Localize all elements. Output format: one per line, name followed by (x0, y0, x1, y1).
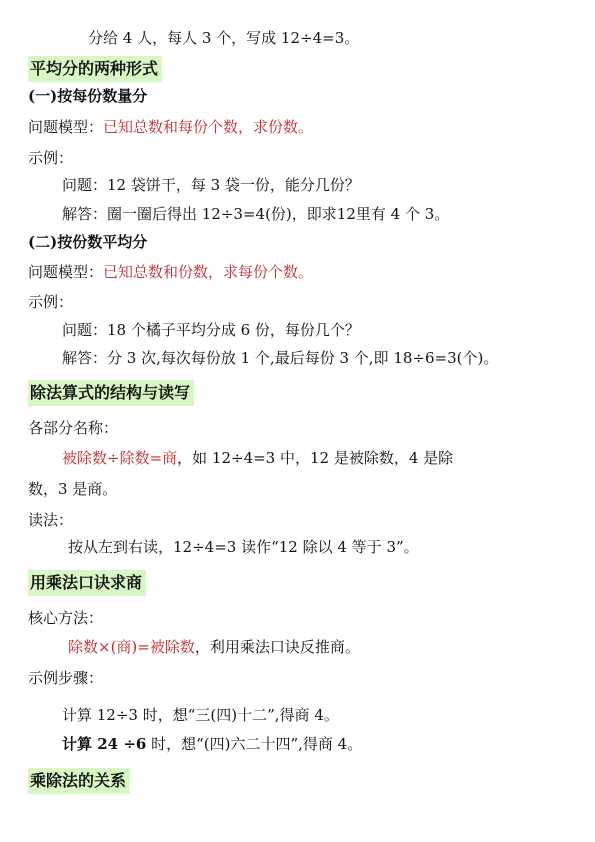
example-question-1: 问题：12 袋饼干，每 3 袋一份，能分几份？ (62, 176, 360, 194)
method-description (68, 637, 360, 657)
method-text: ，利用乘法口诀反推商。 (194, 638, 360, 656)
parts-desc-line1: ，如 12÷4=3 中，12 是被除数，4 是除 (177, 449, 454, 467)
model-text: 已知总数和每份个数，求份数。 (103, 118, 314, 136)
step2-calc: 计算 24 ÷6 (62, 735, 147, 753)
example-step-2 (62, 734, 362, 754)
model-text: 已知总数和份数，求每份个数。 (103, 263, 314, 281)
example-answer-1: 解答：圈一圈后得出 12÷3=4(份)，即求12里有 4 个 3。 (62, 205, 450, 223)
example-step-1: 计算 12÷3 时，想“三(四)十二”,得商 4。 (62, 706, 339, 724)
problem-model-1 (28, 117, 313, 137)
example-label-2: 示例： (28, 293, 74, 311)
division-formula: 被除数÷除数=商 (62, 449, 178, 467)
section-heading-average-division: 平均分的两种形式 (28, 56, 162, 82)
parts-description (62, 448, 453, 468)
steps-label: 示例步骤： (28, 669, 104, 687)
method-formula: 除数×(商)=被除数 (68, 638, 195, 656)
part-title-by-group-count: (二)按份数平均分 (28, 233, 148, 251)
section-heading-division-structure: 除法算式的结构与读写 (28, 380, 194, 406)
method-label: 核心方法： (28, 609, 104, 627)
part-title-by-group-size: (一)按每份数量分 (28, 87, 148, 105)
step2-rest: 时，想“(四)六二十四”,得商 4。 (146, 735, 363, 753)
example-question-2: 问题：18 个橘子平均分成 6 份，每份几个？ (62, 321, 360, 339)
example-label-1: 示例： (28, 149, 74, 167)
intro-line: 分给 4 人，每人 3 个，写成 12÷4=3。 (88, 29, 360, 47)
reading-text: 按从左到右读，12÷4=3 读作“12 除以 4 等于 3”。 (68, 538, 419, 556)
model-label: 问题模型： (28, 263, 104, 281)
example-answer-2: 解答：分 3 次,每次每份放 1 个,最后每份 3 个,即 18÷6=3(个)。 (62, 349, 499, 367)
section-heading-multiplication-table: 用乘法口诀求商 (28, 570, 146, 596)
parts-desc-line2: 数，3 是商。 (28, 480, 118, 498)
section-heading-mult-div-relation: 乘除法的关系 (28, 768, 130, 794)
reading-label: 读法： (28, 511, 74, 529)
model-label: 问题模型： (28, 118, 104, 136)
problem-model-2 (28, 262, 313, 282)
parts-label: 各部分名称： (28, 419, 119, 437)
